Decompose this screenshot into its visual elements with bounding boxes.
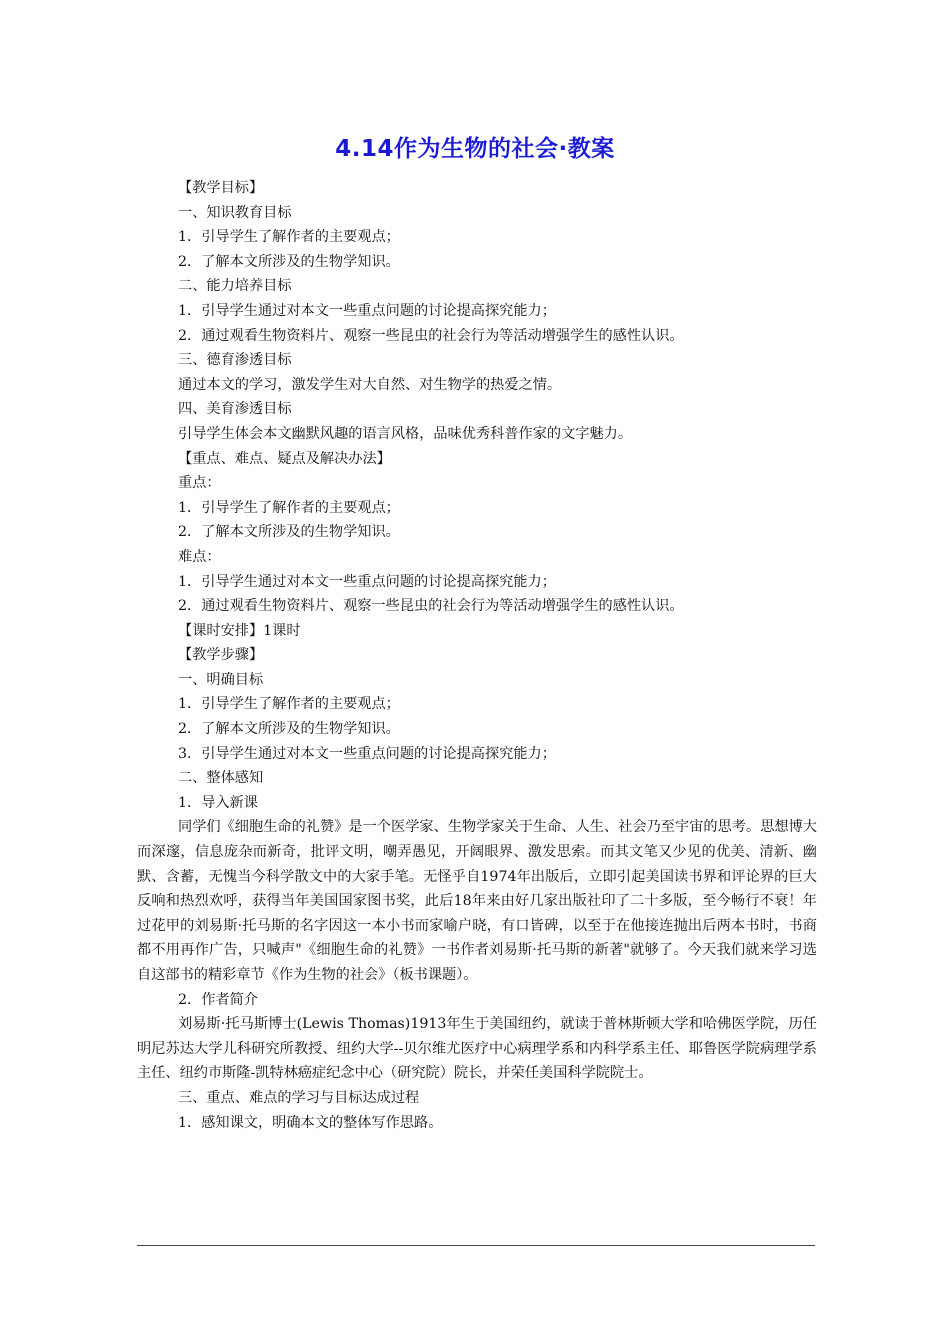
list-item: 3．引导学生通过对本文一些重点问题的讨论提高探究能力； <box>178 745 556 762</box>
subsection-aesthetic-goals: 四、美育渗透目标 <box>178 401 292 418</box>
label-key-points: 重点： <box>178 475 221 492</box>
section-heading-schedule: 【课时安排】1课时 <box>178 622 301 639</box>
body-line: 通过本文的学习，激发学生对大自然、对生物学的热爱之情。 <box>178 376 562 393</box>
paragraph-author: 刘易斯·托马斯博士(Lewis Thomas)1913年生于美国纽约，就读于普林斯顿大学和哈佛医学院，历任明尼苏达大学儿科研究所教授、纽约大学--贝尔维尤医疗中心病理学系和内科学系主任、耶鲁医学院病理学系主任、纽约市斯隆-凯特林癌症纪念中心（研究院）院长，并荣任美国科学院院士。 <box>137 1016 817 1082</box>
subsection-clarify-goals: 一、明确目标 <box>178 671 264 688</box>
body-line: 引导学生体会本文幽默风趣的语言风格，品味优秀科普作家的文字魅力。 <box>178 425 633 442</box>
label-difficulties: 难点： <box>178 548 221 565</box>
list-item: 2．通过观看生物资料片、观察一些昆虫的社会行为等活动增强学生的感性认识。 <box>178 598 684 615</box>
subsection-learning-process: 三、重点、难点的学习与目标达成过程 <box>178 1089 420 1106</box>
subheading-introduction: 1．导入新课 <box>178 794 258 811</box>
subsection-knowledge-goals: 一、知识教育目标 <box>178 204 292 221</box>
list-item: 1．引导学生了解作者的主要观点； <box>178 499 400 516</box>
list-item: 2．通过观看生物资料片、观察一些昆虫的社会行为等活动增强学生的感性认识。 <box>178 327 684 344</box>
section-heading-key-points: 【重点、难点、疑点及解决办法】 <box>178 450 391 467</box>
paragraph-introduction: 同学们《细胞生命的礼赞》是一个医学家、生物学家关于生命、人生、社会乃至宇宙的思考。思想博大而深邃，信息庞杂而新奇，批评文明，嘲弄愚见，开阔眼界、激发思索。而其文笔又少见的优美、清新、幽默、含蓄，无愧当今科学散文中的大家手笔。无怪乎自1974年出版后，立即引起美国读书界和评论界的巨大反响和热烈欢呼，获得当年美国国家图书奖，此后18年来由好几家出版社印了二十多版，至今畅行不衰！年过花甲的刘易斯·托马斯的名字因这一本小书而家喻户晓，有口皆碑，以至于在他接连抛出后两本书时，书商都不用再作广告，只喊声"《细胞生命的礼赞》一书作者刘易斯·托马斯的新著"就够了。今天我们就来学习选自这部书的精彩章节《作为生物的社会》（板书课题）。 <box>137 819 817 983</box>
footer-divider <box>137 1245 815 1246</box>
list-item: 1．感知课文，明确本文的整体写作思路。 <box>178 1114 443 1131</box>
list-item: 1．引导学生了解作者的主要观点； <box>178 696 400 713</box>
subsection-overall-perception: 二、整体感知 <box>178 770 264 787</box>
list-item: 1．引导学生通过对本文一些重点问题的讨论提高探究能力； <box>178 573 556 590</box>
section-heading-steps: 【教学步骤】 <box>178 647 264 664</box>
list-item: 2．了解本文所涉及的生物学知识。 <box>178 721 400 738</box>
section-heading-teaching-goals: 【教学目标】 <box>178 180 264 196</box>
document-title: 4.14作为生物的社会·教案 <box>335 136 615 162</box>
subsection-moral-goals: 三、德育渗透目标 <box>178 352 292 369</box>
list-item: 1．引导学生通过对本文一些重点问题的讨论提高探究能力； <box>178 302 556 319</box>
subsection-ability-goals: 二、能力培养目标 <box>178 278 292 295</box>
document-body <box>137 176 817 1135</box>
list-item: 2．了解本文所涉及的生物学知识。 <box>178 524 400 541</box>
list-item: 2．了解本文所涉及的生物学知识。 <box>178 253 400 270</box>
list-item: 1．引导学生了解作者的主要观点； <box>178 229 400 246</box>
subheading-author-intro: 2．作者简介 <box>178 991 258 1008</box>
